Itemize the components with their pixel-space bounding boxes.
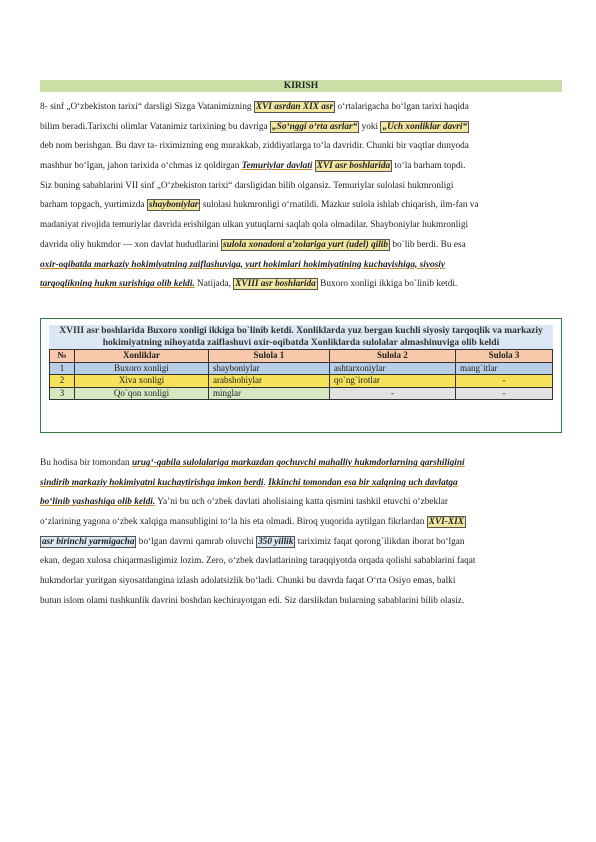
- dynasty-cell: shayboniylar: [208, 362, 329, 375]
- dynasty-cell: -: [456, 387, 553, 400]
- text-span: Ya’ni bu uch o‘zbek davlati aholisiaing katta qismini tashkil etuvchi o‘zbeklar: [155, 497, 448, 508]
- text-line: [40, 157, 562, 177]
- text-span: o‘zlarining yagona o‘zbek xalqiga mansubligini to‘la his eta olmadi. Biroq yuqorida aytilgan fikrlardan: [40, 517, 427, 528]
- intro-paragraph: [40, 98, 562, 295]
- header-dynasty-3: Sulola 3: [456, 350, 553, 363]
- text-span: tariximiz faqat qorong`ilikdan iborat bo‘lgan: [295, 536, 465, 547]
- text-line: [40, 196, 562, 216]
- text-span: yoki: [359, 121, 381, 132]
- conclusion-paragraph: [40, 454, 562, 612]
- text-line: [40, 236, 562, 256]
- highlighted-phrase: asr birinchi yarmigacha: [42, 536, 135, 547]
- dynasty-table-box: [40, 318, 562, 433]
- text-span: ekan, degan xulosa chiqarmasligimiz lozim. Zero, o‘zbek davlatlarining taraqqiyotda orqada qolishi sabablarini faqat: [40, 556, 476, 567]
- text-line: [40, 552, 562, 572]
- text-span: Buxoro xonligi ikkiga bo`linib ketdi.: [317, 279, 458, 290]
- khanate-name: Qo`qon xonligi: [75, 387, 209, 400]
- text-line: [40, 474, 562, 494]
- dynasty-cell: ashtarxoniylar: [329, 362, 455, 375]
- header-khanates: Xonliklar: [75, 350, 209, 363]
- highlighted-phrase: urug‘-qabila sulolalariga markazdan qochuvchi mahalliy hukmdorlarning qarshiligini: [131, 458, 465, 468]
- text-span: hukmdorlar yuritgan siyosatdangina izlash adolatsizlik bo‘ladi. Chunki bu davrda faqat O‘rta Osiyo emas, balki: [40, 576, 456, 587]
- text-span: davrida oliy hukmdor — xon davlat hududlarini: [40, 239, 221, 250]
- text-span: bo`lib berdi. Bu esa: [390, 239, 466, 250]
- text-line: [40, 592, 562, 612]
- text-span: bo‘lgan davrni qamrab oluvchi: [136, 536, 257, 547]
- highlighted-phrase: sindirib markaziy hokimiyatni kuchaytirishga imkon berdi: [40, 477, 264, 488]
- text-line: [40, 256, 562, 276]
- dynasty-cell: minglar: [208, 387, 329, 400]
- text-span: madaniyat rivojida temuriylar davrida erishilgan ulkan yutuqlarni saqlab qola olmadilar. Shayboniylar hukmronligi: [40, 220, 469, 231]
- dynasty-cell: -: [329, 387, 455, 400]
- row-number: 1: [50, 362, 75, 375]
- text-line: [40, 533, 562, 553]
- table-row: [50, 375, 553, 388]
- section-heading: KIRISH: [40, 80, 562, 92]
- text-line: [40, 572, 562, 592]
- dynasty-cell: arabshohiylar: [208, 375, 329, 388]
- highlighted-phrase: tarqoqlikning hukm surishiga olib keldi.: [40, 279, 195, 290]
- text-span: Siz buning sabablarini VII sinf „O‘zbekiston tarixi“ darsligidan bilib olgansiz. Temuriylar sulolasi hukmronligi: [40, 180, 454, 191]
- text-line: [40, 137, 562, 157]
- dynasty-cell: -: [456, 375, 553, 388]
- highlighted-phrase: 350 yillik: [258, 536, 294, 547]
- table-header-row: [50, 350, 553, 363]
- row-number: 2: [50, 375, 75, 388]
- header-dynasty-2: Sulola 2: [329, 350, 455, 363]
- text-span: Natijada,: [194, 279, 234, 290]
- highlighted-phrase: Ikkinchi tomondan esa bir xalqning uch davlatga: [268, 477, 458, 488]
- highlighted-phrase: XVIII asr boshlarida: [235, 279, 316, 290]
- dynasty-cell: qo`ng`irotlar: [329, 375, 455, 388]
- text-span: barham topgach, yurtimizda: [40, 200, 147, 211]
- dynasty-cell: mang`itlar: [456, 362, 553, 375]
- text-line: [40, 216, 562, 236]
- header-number: №: [50, 350, 75, 363]
- khanate-name: Buxoro xonligi: [75, 362, 209, 375]
- text-span: mashhur bo‘lgan, jahon tarixida o‘chmas iz qoldirgan: [40, 161, 242, 172]
- text-span: to‘la barham topdi.: [392, 161, 466, 172]
- dynasty-table: [49, 349, 553, 400]
- row-number: 3: [50, 387, 75, 400]
- text-span: .: [263, 477, 269, 488]
- table-box-title: XVIII asr boshlarida Buxoro xonligi ikkiga bo`linib ketdi. Xonliklarda yuz bergan kuchli siyosiy tarqoqlik va markaziy hokimiyatning nihoyatda zaiflashuvi oxir-oqibatda Xonliklarda sulolalar almashinuviga olib keldi: [49, 325, 553, 349]
- highlighted-phrase: Temuriylar davlati: [241, 161, 313, 172]
- text-line: [40, 275, 562, 295]
- text-line: [40, 118, 562, 138]
- highlighted-phrase: sulola xonadoni a’zolariga yurt (udel) qilib: [223, 239, 389, 250]
- header-dynasty-1: Sulola 1: [208, 350, 329, 363]
- khanate-name: Xiva xonligi: [75, 375, 209, 388]
- highlighted-phrase: bo‘linib yashashiga olib keldi.: [40, 497, 156, 508]
- highlighted-phrase: shayboniylar: [148, 200, 199, 211]
- highlighted-phrase: XVI asr boshlarida: [316, 161, 391, 172]
- text-line: [40, 493, 562, 513]
- text-line: [40, 513, 562, 533]
- text-line: [40, 177, 562, 197]
- table-row: [50, 362, 553, 375]
- text-span: butun islom olami tushkunlik davrini boshdan kechirayotgan edi. Siz darslikdan bularning sabablarini bilib olasiz.: [40, 595, 465, 606]
- text-span: Bu hodisa bir tomondan: [40, 458, 132, 468]
- text-span: sulolasi hukmronligi o‘rnatildi. Mazkur sulola ishlab chiqarish, ilm-fan va: [200, 200, 479, 211]
- highlighted-phrase: oxir-oqibatda markaziy hokimiyatning zaiflashuviga, yurt hokimlari hokimiyatining kuchayishiga, siyosiy: [40, 259, 445, 270]
- text-span: deb nom berishgan. Bu davr ta- riximizning eng murakkab, ziddiyatlarga to‘la davridir. Chunki bir vaqtlar dunyoda: [40, 141, 469, 152]
- table-row: [50, 387, 553, 400]
- highlighted-phrase: XVI asrdan XIX asr: [255, 102, 334, 112]
- text-span: bilim beradi.Tarixchi olimlar Vatanimiz tarixining bu davriga: [40, 121, 270, 132]
- highlighted-phrase: „Uch xonliklar davri“: [382, 121, 468, 132]
- text-line: [40, 454, 562, 474]
- text-span: 8- sinf „O‘zbekiston tarixi“ darsligi Sizga Vatanimizning: [40, 102, 254, 112]
- text-span: o‘rtalarigacha bo‘lgan tarixi haqida: [335, 102, 469, 112]
- highlighted-phrase: „So‘nggi o‘rta asrlar“: [272, 121, 358, 132]
- highlighted-phrase: XVI-XIX: [428, 517, 464, 528]
- text-line: [40, 98, 562, 118]
